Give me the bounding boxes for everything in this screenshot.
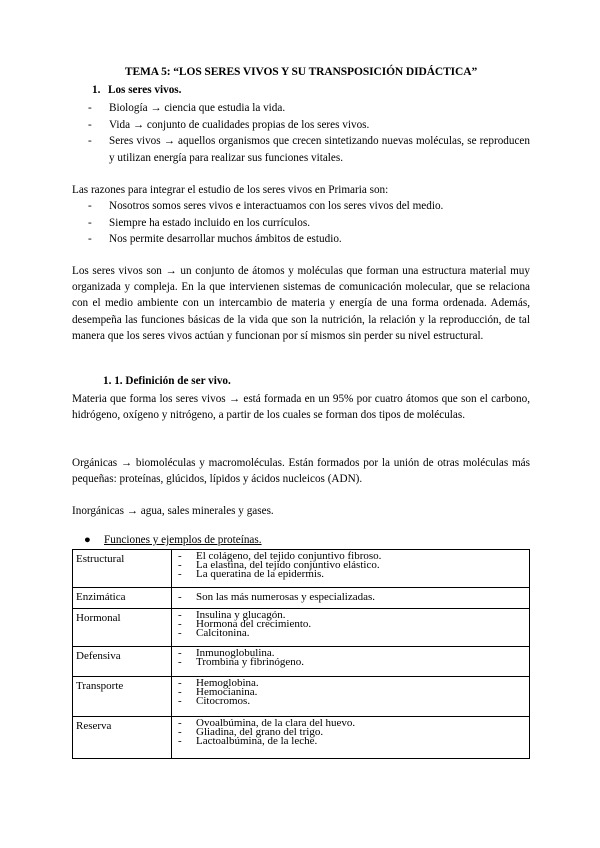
table-category-cell: Hormonal	[73, 609, 172, 647]
section-1-title: Los seres vivos.	[108, 84, 182, 96]
table-category-cell: Enzimática	[73, 588, 172, 609]
section-1-1-title: Definición de ser vivo.	[125, 375, 231, 387]
table-item: - Ovoalbúmina, de la clara del huevo.	[178, 719, 526, 728]
list-item: - Nosotros somos seres vivos e interactuamos con los seres vivos del medio.	[88, 198, 530, 215]
section-1-heading	[92, 84, 181, 96]
table-item: - La queratina de la epidermis.	[178, 570, 526, 579]
table-row	[73, 717, 530, 759]
table-item: - Citocromos.	[178, 697, 526, 706]
table-row	[73, 677, 530, 717]
proteins-table	[72, 549, 530, 759]
table-item: - Hemocianina.	[178, 688, 526, 697]
table-item: - Trombina y fibrinógeno.	[178, 658, 526, 667]
paragraph-organicas: Orgánicas → biomoléculas y macromoléculas. Están formados por la unión de otras moléculas más pequeñas: proteínas, glúcidos, lípidos y ácidos nucleicos (ADN).	[72, 457, 530, 486]
table-item: - Son las más numerosas y especializadas.	[178, 590, 526, 604]
definitions-list	[88, 100, 530, 166]
reasons-list	[88, 198, 530, 248]
table-row	[73, 550, 530, 588]
section-1-1-number: 1. 1.	[103, 375, 123, 387]
paragraph-materia: Materia que forma los seres vivos → está formada en un 95% por cuatro átomos que son el carbono, hidrógeno, oxígeno y nitrógeno, a partir de los cuales se forman dos tipos de moléculas.	[72, 393, 530, 422]
table-row	[73, 609, 530, 647]
table-category-cell: Estructural	[73, 550, 172, 588]
document-title: TEMA 5: “LOS SERES VIVOS Y SU TRANSPOSICIÓN DIDÁCTICA”	[124, 66, 478, 78]
table-items-cell	[172, 647, 530, 677]
table-item: - Gliadina, del grano del trigo.	[178, 728, 526, 737]
table-item: - Hemoglobina.	[178, 679, 526, 688]
section-1-1-heading	[103, 375, 231, 387]
table-items-cell	[172, 717, 530, 759]
table-item: - Inmunoglobulina.	[178, 649, 526, 658]
proteins-bullet-heading	[84, 534, 262, 546]
bullet-heading-text: Funciones y ejemplos de proteínas.	[104, 534, 262, 546]
table-item: - Insulina y glucagón.	[178, 611, 526, 620]
table-items-cell	[172, 677, 530, 717]
table-item: - Hormona del crecimiento.	[178, 620, 526, 629]
paragraph-inorganicas: Inorgánicas → agua, sales minerales y gases.	[72, 505, 274, 517]
list-item: - Siempre ha estado incluido en los currículos.	[88, 215, 530, 232]
paragraph-seres-vivos: Los seres vivos son → un conjunto de átomos y moléculas que forman una estructura material muy organizada y compleja. En la que intervienen sistemas de comunicación molecular, que se relaciona con el medio ambiente con un intercambio de materia y energía de una forma ordenada. Además, desempeña las funciones básicas de la vida que son la nutrición, la relación y la reproducción, de tal manera que los seres vivos actúan y funcionan por sí mismos sin perder su nivel estructural.	[72, 265, 530, 342]
table-item: - Calcitonina.	[178, 629, 526, 638]
table-row	[73, 588, 530, 609]
list-item: - Biología → ciencia que estudia la vida.	[88, 100, 530, 117]
table-item: - El colágeno, del tejido conjuntivo fibroso.	[178, 552, 526, 561]
table-items-cell	[172, 588, 530, 609]
reasons-intro: Las razones para integrar el estudio de los seres vivos en Primaria son:	[72, 184, 389, 196]
list-item: - Seres vivos → aquellos organismos que crecen sintetizando nuevas moléculas, se reproducen y utilizan energía para realizar sus funciones vitales.	[88, 133, 530, 166]
list-item: - Nos permite desarrollar muchos ámbitos de estudio.	[88, 231, 530, 248]
table-item: - Lactoalbúmina, de la leche.	[178, 737, 526, 746]
table-items-cell	[172, 609, 530, 647]
table-items-cell	[172, 550, 530, 588]
section-1-number: 1.	[92, 84, 101, 96]
list-item: - Vida → conjunto de cualidades propias de los seres vivos.	[88, 117, 530, 134]
table-category-cell: Defensiva	[73, 647, 172, 677]
table-category-cell: Reserva	[73, 717, 172, 759]
bullet-icon: ●	[84, 534, 91, 546]
table-row	[73, 647, 530, 677]
table-item: - La elastina, del tejido conjuntivo elástico.	[178, 561, 526, 570]
table-category-cell: Transporte	[73, 677, 172, 717]
